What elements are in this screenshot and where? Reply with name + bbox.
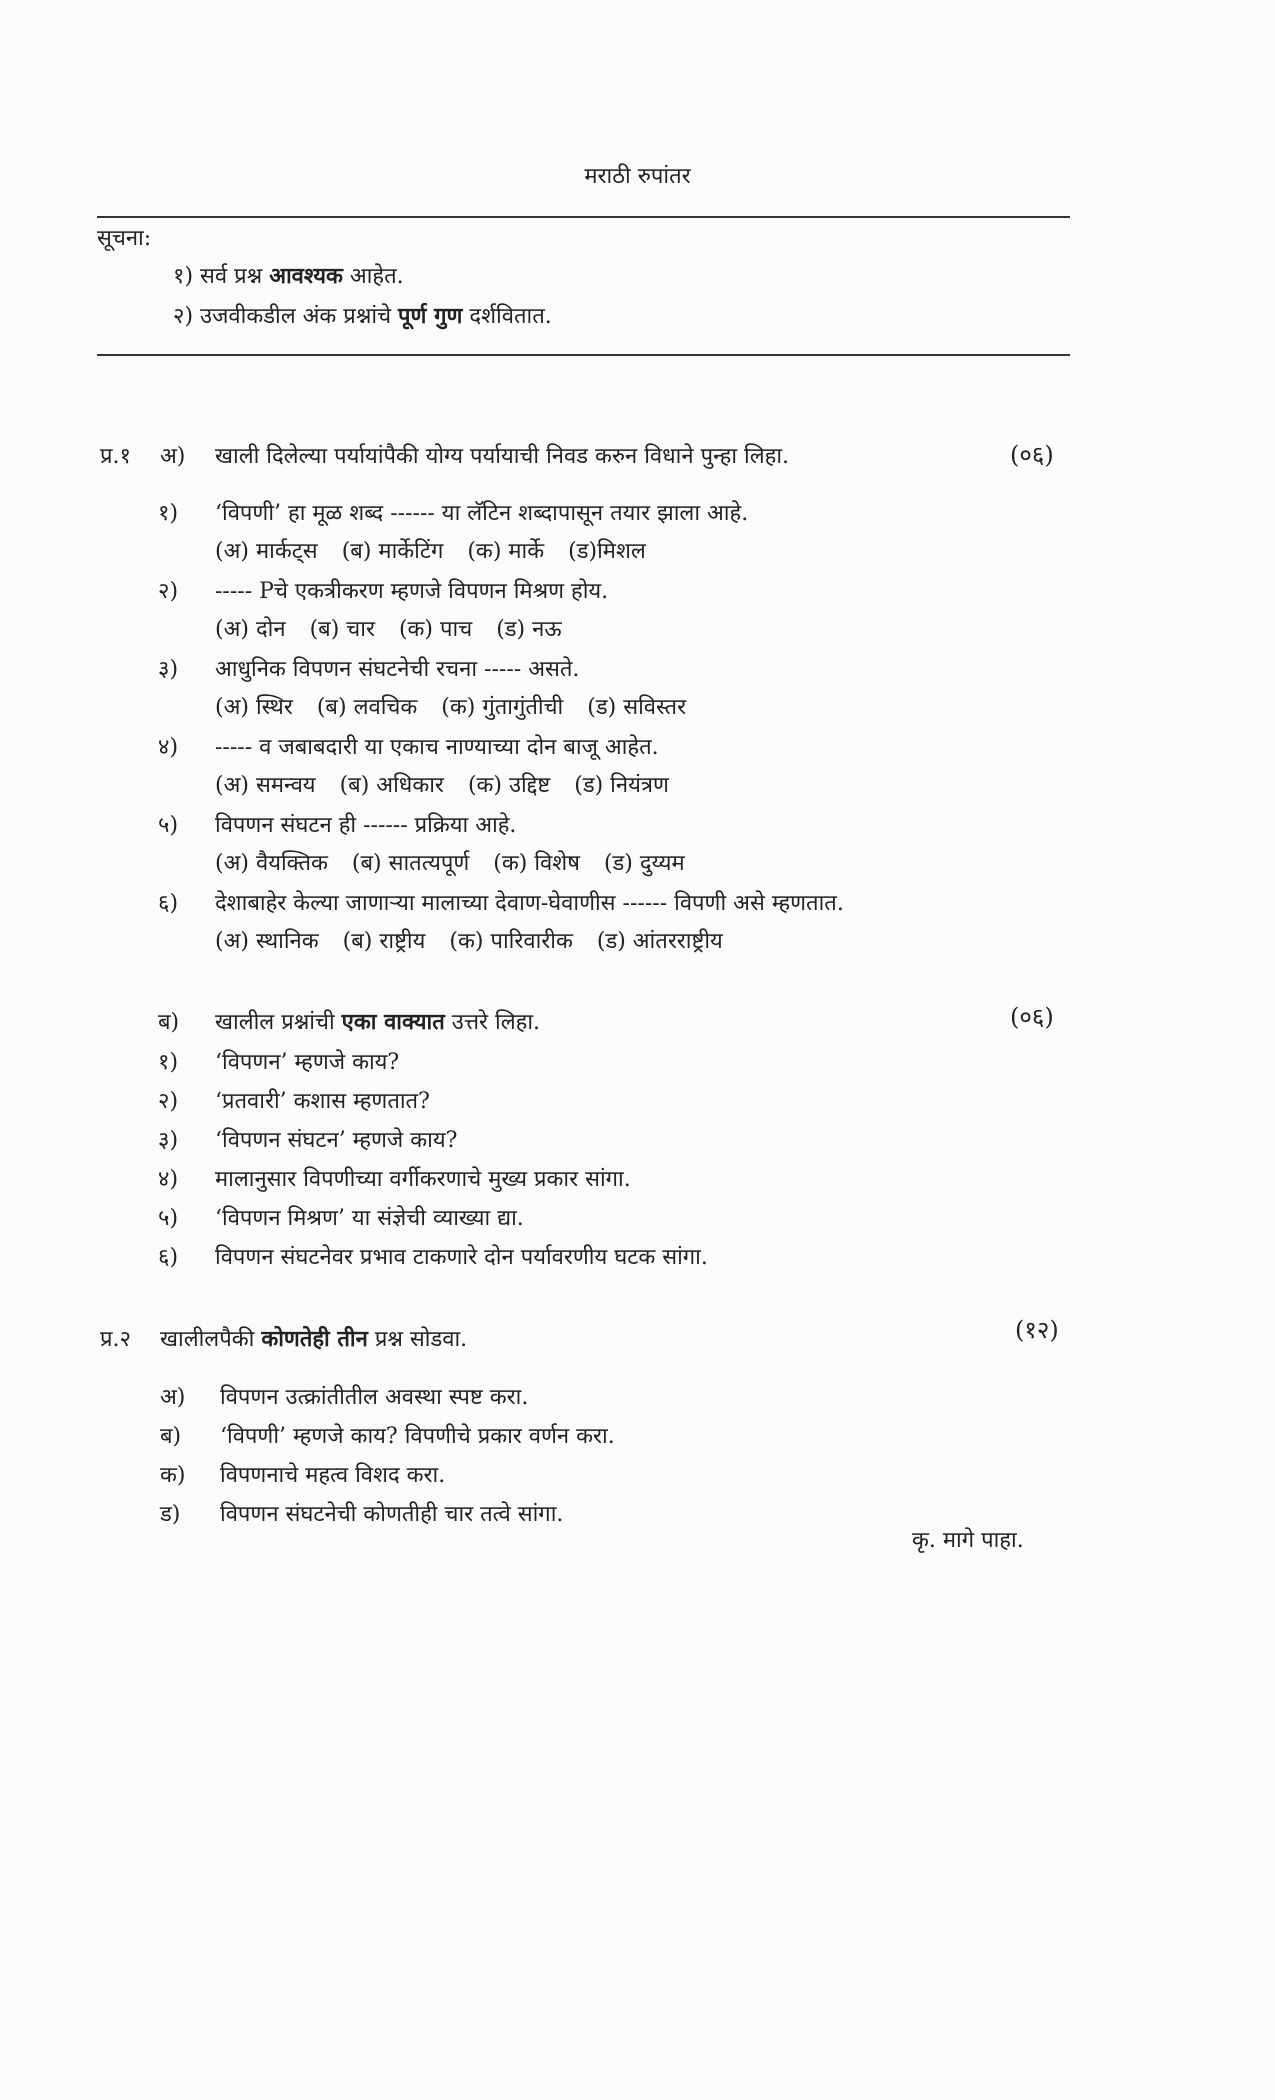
long-q-text: विपणन उत्क्रांतीतील अवस्था स्पष्ट करा. [220, 1385, 529, 1410]
instruction-text: उजवीकडील अंक प्रश्नांचे [200, 304, 399, 329]
mcq-num: ६) [158, 891, 179, 916]
q1b-bold: एका वाक्यात [341, 1009, 445, 1035]
mcq-options [215, 769, 669, 799]
q1a-instruction: खाली दिलेल्या पर्यायांपैकी योग्य पर्यायाची निवड करुन विधाने पुन्हा लिहा. [215, 444, 790, 469]
mcq-option: (क) विशेष [493, 851, 580, 876]
mcq-option: (ड) नियंत्रण [574, 773, 669, 798]
mcq-option: (अ) स्थानिक [215, 929, 319, 954]
mcq-text: ----- Pचे एकत्रीकरण म्हणजे विपणन मिश्रण होय. [215, 579, 609, 604]
turn-over-note: कृ. मागे पाहा. [912, 1528, 1024, 1553]
q2-bold: कोणतेही तीन [261, 1326, 368, 1352]
mcq-option: (अ) वैयक्तिक [215, 851, 328, 876]
short-q-num: ४) [158, 1167, 179, 1192]
instruction-text: दर्शवितात. [462, 304, 552, 329]
q1-label: प्र.१ [100, 444, 131, 469]
mcq-option: (ब) चार [309, 617, 375, 642]
short-q-text: विपणन संघटनेवर प्रभाव टाकणारे दोन पर्यावरणीय घटक सांगा. [215, 1245, 708, 1270]
short-q-num: ३) [158, 1128, 179, 1153]
mcq-option: (अ) दोन [215, 617, 286, 642]
mcq-option: (क) उद्दिष्ट [467, 773, 551, 798]
mcq-option: (क) पाच [398, 617, 473, 642]
mcq-num: ३) [158, 657, 179, 682]
mcq-num: ४) [158, 735, 179, 760]
mcq-options [215, 925, 723, 955]
q2-label: प्र.२ [100, 1327, 131, 1352]
short-q-text: ‘विपणन’ म्हणजे काय? [215, 1050, 400, 1075]
q1b-text: खालील प्रश्नांची [215, 1010, 342, 1035]
short-q-num: ६) [158, 1245, 179, 1270]
instruction-bold: पूर्ण गुण [398, 303, 463, 329]
q1a-label: अ) [160, 444, 186, 469]
q1a-marks: (०६) [1010, 441, 1054, 469]
mcq-option: (क) मार्के [467, 539, 545, 564]
mcq-option: (ब) मार्केटिंग [341, 539, 444, 564]
mcq-num: ५) [158, 813, 179, 838]
long-q-text: ‘विपणी’ म्हणजे काय? विपणीचे प्रकार वर्णन करा. [220, 1424, 615, 1449]
instruction-num: १) [173, 264, 194, 289]
mcq-num: २) [158, 579, 179, 604]
long-q-num: क) [160, 1463, 186, 1488]
long-q-text: विपणन संघटनेची कोणतीही चार तत्वे सांगा. [220, 1502, 564, 1527]
instructions-divider [97, 354, 1070, 356]
mcq-text: देशाबाहेर केल्या जाणाऱ्या मालाच्या देवाण-घेवाणीस ------ विपणी असे म्हणतात. [215, 891, 844, 916]
instruction-2 [173, 300, 552, 330]
instruction-text: आहेत. [342, 264, 404, 289]
page-title: मराठी रुपांतर [584, 164, 691, 189]
long-q-num: अ) [160, 1385, 186, 1410]
q1b-instruction [215, 1006, 540, 1036]
mcq-option: (अ) स्थिर [215, 695, 293, 720]
q2-text: खालीलपैकी [160, 1327, 262, 1352]
mcq-option: (ब) राष्ट्रीय [342, 929, 426, 954]
mcq-num: १) [158, 501, 179, 526]
mcq-option: (अ) मार्कट्स [215, 539, 318, 564]
mcq-option: (ब) लवचिक [316, 695, 418, 720]
top-divider [97, 216, 1070, 218]
q2-text: प्रश्न सोडवा. [367, 1327, 468, 1352]
mcq-option: (ड) नऊ [496, 617, 562, 642]
instruction-num: २) [173, 304, 194, 329]
q1b-text: उत्तरे लिहा. [444, 1010, 541, 1035]
long-q-num: ब) [160, 1424, 182, 1449]
mcq-text: विपणन संघटन ही ------ प्रक्रिया आहे. [215, 813, 517, 838]
mcq-option: (ड)मिशल [568, 539, 646, 564]
instruction-bold: आवश्यक [269, 263, 343, 289]
short-q-num: २) [158, 1089, 179, 1114]
instruction-1 [173, 260, 404, 290]
mcq-text: आधुनिक विपणन संघटनेची रचना ----- असते. [215, 657, 580, 682]
mcq-option: (ब) सातत्यपूर्ण [351, 851, 470, 876]
mcq-options [215, 535, 646, 565]
mcq-text: ‘विपणी’ हा मूळ शब्द ------ या लॅटिन शब्दापासून तयार झाला आहे. [215, 501, 749, 526]
short-q-text: ‘विपणन मिश्रण’ या संज्ञेची व्याख्या द्या. [215, 1206, 524, 1231]
mcq-option: (ड) दुय्यम [603, 851, 685, 876]
mcq-text: ----- व जबाबदारी या एकाच नाण्याच्या दोन बाजू आहेत. [215, 735, 659, 760]
mcq-options [215, 613, 562, 643]
q2-instruction [160, 1323, 467, 1353]
mcq-option: (अ) समन्वय [215, 773, 316, 798]
long-q-num: ड) [160, 1502, 181, 1527]
q1b-marks: (०६) [1010, 1003, 1054, 1031]
mcq-option: (क) पारिवारीक [449, 929, 573, 954]
short-q-num: ५) [158, 1206, 179, 1231]
q2-marks: (१२) [1015, 1316, 1059, 1344]
mcq-option: (क) गुंतागुंतीची [441, 695, 564, 720]
long-q-text: विपणनाचे महत्व विशद करा. [220, 1463, 446, 1488]
mcq-options [215, 691, 686, 721]
mcq-option: (ड) सविस्तर [587, 695, 687, 720]
mcq-options [215, 847, 685, 877]
short-q-num: १) [158, 1050, 179, 1075]
instruction-text: सर्व प्रश्न [200, 264, 270, 289]
mcq-option: (ब) अधिकार [339, 773, 444, 798]
mcq-option: (ड) आंतरराष्ट्रीय [596, 929, 723, 954]
q1b-label: ब) [158, 1010, 180, 1035]
short-q-text: मालानुसार विपणीच्या वर्गीकरणाचे मुख्य प्रकार सांगा. [215, 1167, 631, 1192]
instructions-label: सूचना: [97, 226, 152, 251]
short-q-text: ‘प्रतवारी’ कशास म्हणतात? [215, 1089, 430, 1114]
short-q-text: ‘विपणन संघटन’ म्हणजे काय? [215, 1128, 458, 1153]
